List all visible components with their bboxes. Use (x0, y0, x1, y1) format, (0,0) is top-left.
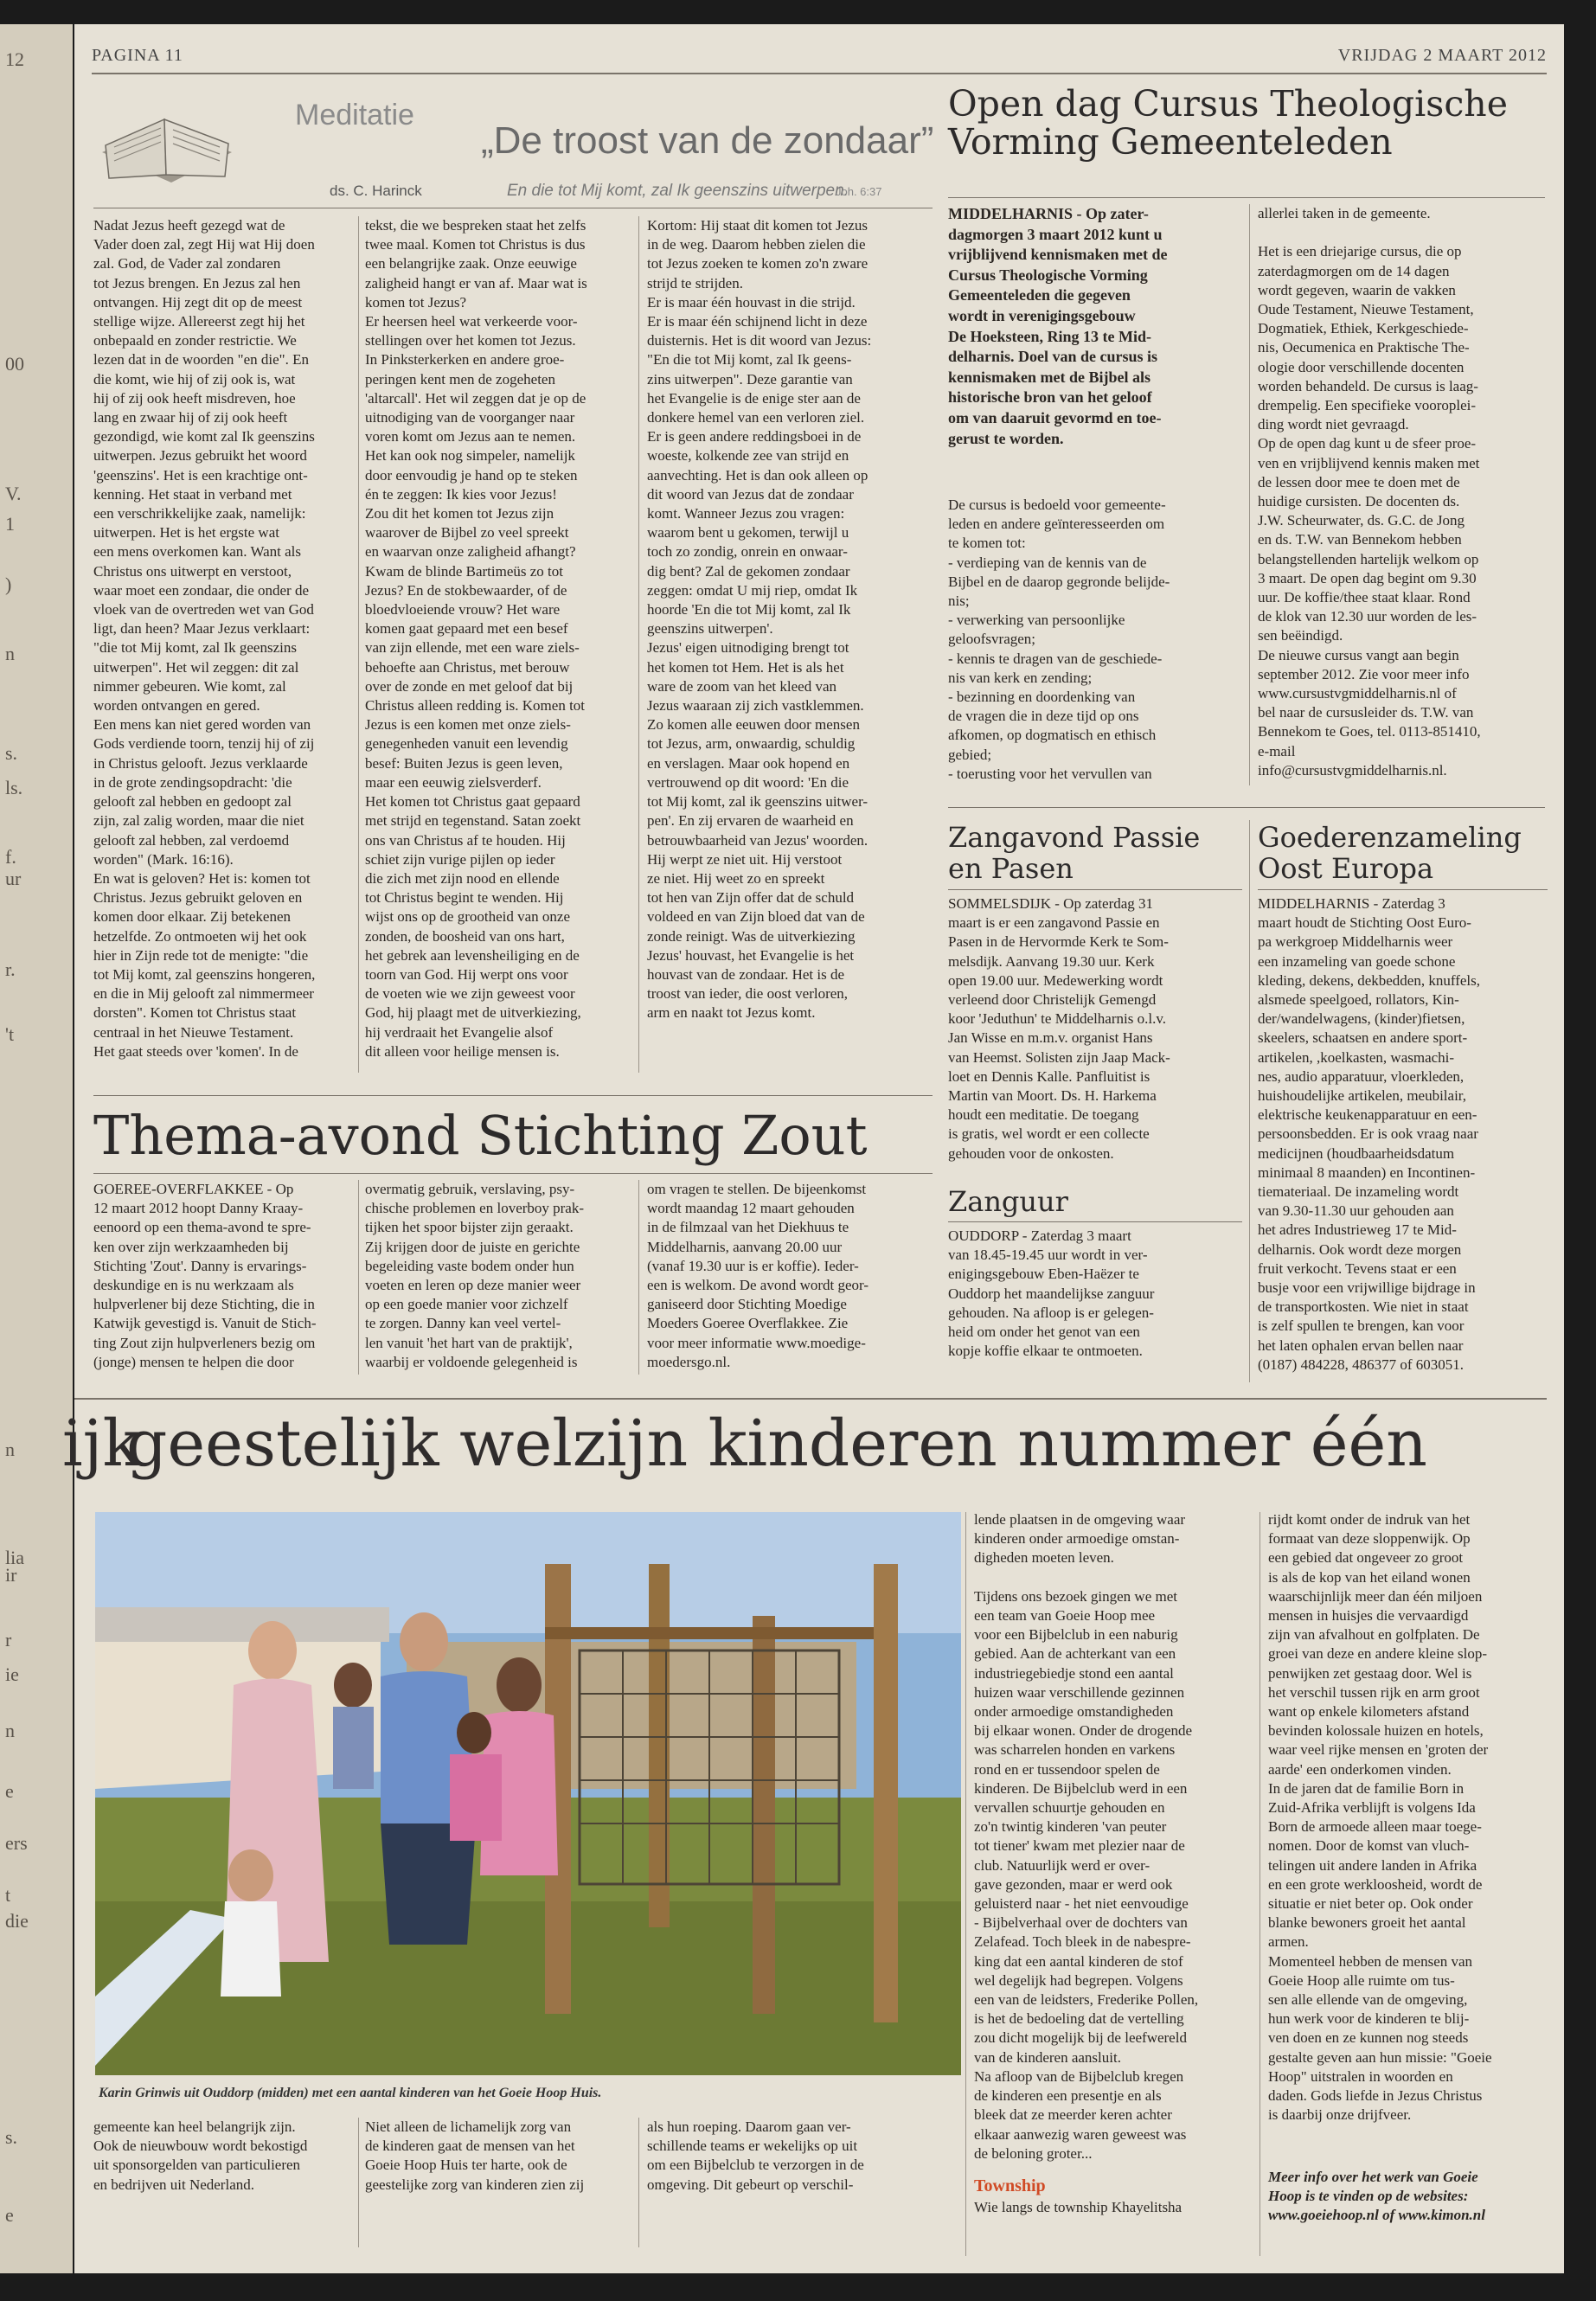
section-rule (948, 807, 1545, 808)
left-fragment: t (5, 1884, 11, 1906)
main-rule (74, 1398, 1547, 1400)
left-fragment: r (5, 1629, 12, 1650)
page-date: VRIJDAG 2 MAART 2012 (1337, 46, 1547, 65)
left-fragment: 1 (5, 513, 15, 535)
open-dag-rule (948, 197, 1545, 198)
thema-column-2: overmatig gebruik, verslaving, psy- chische problemen en loverboy prak- tijken het spoor bijster zijn geraakt. Zij krijgen door de juiste en gerichte begeleiding vaste bodem onder hun voeten en leren op deze manier weer op een goede manier voor zichzelf te zorgen. Danny kan veel vertel- len vanuit 'het hart van de praktijk', waarbij er voldoende gelegenheid is (365, 1181, 585, 1370)
column-divider (358, 216, 359, 1073)
column-divider (638, 216, 639, 1073)
left-fragment: ers (5, 1832, 28, 1854)
column-divider (358, 1180, 359, 1375)
main-column-4: lende plaatsen in de omgeving waar kinderen onder armoedige omstan- digheden moeten leven. Tijdens ons bezoek gingen we met een team van Goeie Hoop mee voor een Bijbelclub in een naburig gebied. Aan de achterkant van een industriegebiedje stond een aantal huizen waar verschillende gezinnen onder armoedige omstandigheden bij elkaar wonen. Onder de drogende was scharrelen honden en varkens rond en er tussendoor spelen de kinderen. De Bijbelclub werd in een vervallen schuurtje gehouden en zo'n twintig kinderen 'van peuter tot tiener' kwam met plezier naar de club. Natuurlijk werd er over- gave gezonden, maar er werd ook geluisterd naar - het niet eenvoudige - Bijbelverhaal over de dochters van Zelafead. Toch bleek in de nabespre- king dat een aantal kinderen de stof wel degelijk had begrepen. Volgens een van de leidsters, Frederike Pollen, is het de bedoeling dat de vertelling zou dicht mogelijk bij de leefwereld van de kinderen aansluit. Na afloop van de Bijbelclub kregen de kinderen een presentje en als bleek dat ze meerder keren achter elkaar aanwezig waren geweest was de beloning groter... (974, 1511, 1199, 2162)
thema-column-1: GOEREE-OVERFLAKKEE - Op 12 maart 2012 hoopt Danny Kraay- eenoord op een thema-avond te spre- ken over zijn werkzaamheden bij Stichting 'Zout'. Danny is ervarings- deskundige en is nu werkzaam als hulpverlener bij deze Stichting, die in Katwijk gevestigd is. Vanuit de Stich- ting Zout zijn hulpverleners bezig om (jonge) mensen te helpen die door (93, 1181, 317, 1370)
left-fragment: n (5, 643, 15, 664)
section-rule (93, 1095, 933, 1096)
column-divider (358, 2118, 359, 2247)
township-subhead: Township (974, 2176, 1046, 2195)
left-fragment: V. (5, 483, 22, 504)
left-fragment: die (5, 1910, 29, 1932)
meditation-column-2: tekst, die we bespreken staat het zelfs twee maal. Komen tot Christus is dus een belangrijke zaak. Onze eeuwige zaligheid hangt er van af. Maar wat is komen tot Jezus? Er heersen heel wat verkeerde voor- stellingen over het komen tot Jezus. In Pinksterkerken en andere groe- peringen kent men de zogeheten 'altarcall'. Het wil zeggen dat je op de uitnodiging van de voorganger naar voren komt om Jezus aan te nemen. Het kan ook nog simpeler, namelijk door eenvoudig je hand op te steken én te zeggen: Ik kies voor Jezus! Zou dit het komen tot Jezus zijn waarover de Bijbel zo veel spreekt en waarvan onze zaligheid afhangt? Kwam de blinde Bartimeüs zo tot Jezus? En de stokbewaarder, of de bloedvloeiende vrouw? Het ware komen gaat gepaard met een besef van zijn ellende, met een ware ziels- behoefte aan Christus, met berouw over de zonde en met geloof dat bij Christus alleen redding is. Komen tot Jezus is een komen met onze ziels- genegenheden vanuit een levendig besef: Buiten Jezus is geen leven, maar een eeuwig zielsverderf. Het komen tot Christus gaat gepaard met strijd en tegenstand. Satan zoekt ons van Christus af te houden. Hij schiet zijn vurige pijlen op ieder die zich met zijn nood en ellende tot Christus begint te wenden. Hij wijst ons op de grootheid van onze zonden, de boosheid van ons hart, het gebrek aan levensheiliging en de toorn van God. Hij werpt ons voor de voeten wie we zijn geweest voor God, hij plaagt met de uitverkiezing, hij verdraait het Evangelie alsof dit alleen voor heilige mensen is. (365, 217, 587, 1060)
left-fragment: 12 (5, 48, 24, 70)
zanguur-headline: Zanguur (948, 1185, 1068, 1218)
page-label: PAGINA 11 (92, 46, 183, 65)
left-fragment: r. (5, 958, 16, 980)
zanguur-rule (948, 1221, 1242, 1222)
main-headline: geestelijk welzijn kinderen nummer één (126, 1407, 1427, 1481)
left-fragment: ls. (5, 777, 23, 798)
open-dag-column-1: De cursus is bedoeld voor gemeente- leden en andere geïnteresseerden om te komen tot: - verdieping van de kennis van de Bijbel en de daarop gegronde belijde- nis; - verwerking van persoonlijke geloofsvragen; - kennis te dragen van de geschiede- nis van kerk en zending; - bezinning en doordenking van de vragen die in deze tijd op ons afkomen, op dogmatisch en ethisch gebied; - toerusting voor het vervullen van (948, 497, 1170, 782)
main-headline-fragment: ijk (62, 1407, 142, 1481)
newspaper-page (62, 24, 1564, 2273)
column-divider (638, 1180, 639, 1375)
meditation-column-1: Nadat Jezus heeft gezegd wat de Vader doen zal, zegt Hij wat Hij doen zal. God, de Vader zal zondaren tot Jezus brengen. En Jezus zal hen ontvangen. Hij zegt dit op de meest stellige wijze. Allereerst zegt hij het onbepaald en zonder restrictie. We lezen dat in de woorden "en die". En die komt, wie hij of zij ook is, wat hij of zij ook heeft misdreven, hoe lang en zwaar hij of zij ook heeft gezondigd, wie komt zal Ik geenszins uitwerpen. Jezus gebruikt het woord 'geenszins'. Het is een krachtige ont- kenning. Het staat in verband met een verschrikkelijke zaak, namelijk: uitwerpen. Het is het ergste wat een mens overkomen kan. Want als Christus ons uitwerpt en verstoot, waar moet een zondaar, die onder de vloek van de overtreden wet van God ligt, dan heen? Maar Jezus verklaart: "die tot Mij komt, zal Ik geenszins uitwerpen". Het wil zeggen: dit zal nimmer gebeuren. Wie komt, zal worden ontvangen en gered. Een mens kan niet gered worden van Gods verdiende toorn, tenzij hij of zij in Christus gelooft. Jezus verklaarde in de grote zendingsopdracht: 'die gelooft zal hebben en gedoopt zal zijn, zal zalig worden, maar die niet gelooft zal hebben, zal verdoemd worden" (Mark. 16:16). En wat is geloven? Het is: komen tot Christus. Jezus gebruikt geloven en komen door elkaar. Zij betekenen hetzelfde. Zo ontmoeten wij het ook hier in Zijn rede tot de menigte: "die tot Mij komt, zal geenszins hongeren, en die in Mij gelooft zal nimmermeer dorsten". Komen tot Christus staat centraal in het Nieuwe Testament. Het gaat steeds over 'komen'. In de (93, 217, 316, 1060)
left-fragment: lia (5, 1547, 24, 1568)
goederen-rule (1258, 889, 1548, 890)
left-fragment: n (5, 1720, 15, 1741)
column-divider (638, 2118, 639, 2247)
zanguur-body: OUDDORP - Zaterdag 3 maart van 18.45-19.45 uur wordt in ver- enigingsgebouw Eben-Haëzer te Ouddorp het maandelijkse zanguur gehouden. Na afloop is er gelegen- heid om onder het genot van een kopje koffie elkaar te ontmoeten. (948, 1227, 1155, 1360)
header-rule (92, 73, 1547, 74)
thema-rule (93, 1173, 933, 1174)
previous-page-strip (0, 24, 73, 2273)
left-fragment: s. (5, 742, 18, 764)
zangavond-headline: Zangavond Passie en Pasen (948, 821, 1201, 885)
zangavond-body: SOMMELSDIJK - Op zaterdag 31 maart is er een zangavond Passie en Pasen in de Hervormde Kerk te Som- melsdijk. Aanvang 19.30 uur. Kerk open 19.00 uur. Medewerking wordt verleend door Christelijk Gemengd koor 'Jeduthun' te Middelharnis o.l.v. Jan Wisse en m.m.v. organist Hans van Heemst. Solisten zijn Jaap Mack- loet en Dennis Kalle. Panfluitist is Martin van Moort. Ds. H. Harkema houdt een meditatie. De toegang is gratis, wel wordt er een collecte gehouden voor de onkosten. (948, 895, 1170, 1162)
open-dag-lead: MIDDELHARNIS - Op zater- dagmorgen 3 maart 2012 kunt u vrijblijvend kennismaken met de Cursus Theologische Vorming Gemeenteleden die gegeven wordt in verenigingsgebouw De Hoeksteen, Ring 13 te Mid- delharnis. Doel van de cursus is kennismaken met de Bijbel als historische bron van het geloof om van daaruit gevormd en toe- gerust te worden. (948, 205, 1168, 447)
column-divider (1259, 1512, 1260, 2256)
meditation-title: „De troost van de zondaar” (481, 119, 934, 162)
left-fragment: ) (5, 574, 12, 595)
left-fragment: ur (5, 868, 22, 889)
left-fragment: ie (5, 1663, 19, 1685)
main-column-5: rijdt komt onder de indruk van het formaat van deze sloppenwijk. Op een gebied dat ongeveer zo groot is als de kop van het eiland wonen waarschijnlijk meer dan één miljoen mensen in huisjes die vervaardigd zijn van afvalhout en golfplaten. De groei van deze en andere kleine slop- penwijken zet gestaag door. Wel is het verschil tussen rijk en arm groot want op enkele kilometers afstand bevinden kolossale huizen en hotels, waar veel rijke mensen en 'groten der aarde' een onderkomen vinden. In de jaren dat de familie Born in Zuid-Afrika verblijft is volgens Ida Born de armoede alleen maar toege- nomen. Door de komst van vluch- telingen uit andere landen in Afrika en een grote werkloosheid, wordt de situatie er niet beter op. Ook onder blanke bewoners groeit het aantal armen. Momenteel hebben de mensen van Goeie Hoop alle ruimte om tus- sen alle ellende van de omgeving, hun werk voor de kinderen te blij- ven doen en ze kunnen nog steeds gestalte geven aan hun missie: "Goeie Hoop" uitstralen in woorden en daden. Gods liefde in Jezus Christus is daarbij onze drijfveer. (1268, 1511, 1492, 2124)
meditation-column-3: Kortom: Hij staat dit komen tot Jezus in de weg. Daarom hebben zielen die tot Jezus zoeken te komen zo'n zware strijd te strijden. Er is maar één houvast in die strijd. Er is maar één schijnend licht in deze duisternis. Het is dit woord van Jezus: "En die tot Mij komt, zal Ik geens- zins uitwerpen". Deze garantie van het Evangelie is de enige ster aan de donkere hemel van een verloren ziel. Er is geen andere reddingsboei in de woeste, kolkende zee van strijd en aanvechting. Het is dan ook alleen op dit woord van Jezus dat de zondaar komt. Wanneer Jezus zou vragen: waarom bent u gekomen, terwijl u toch zo zondig, onrein en onwaar- dig bent? Zal de gekomen zondaar zeggen: omdat U mij riep, omdat Ik hoorde 'En die tot Mij komt, zal Ik geenszins uitwerpen'. Jezus' eigen uitnodiging brengt tot het komen tot Hem. Het is als het ware de zoom van het kleed van Jezus waaraan zij zich vastklemmen. Zo komen alle eeuwen door mensen tot Jezus, arm, onwaardig, schuldig en verslagen. Maar ook hopend en vertrouwend op dit woord: 'En die tot Mij komt, zal ik geenszins uitwer- pen'. En zij ervaren de waarheid en betrouwbaarheid van Jezus' woorden. Hij werpt ze niet uit. Hij verstoot ze niet. Hij weet zo en spreekt tot hen van Zijn offer dat de schuld voldeed en van Zijn bloed dat van de zonde reinigt. Was de uitverkiezing Jezus' houvast, het Evangelie is het houvast van de zondaar. Het is de troost van ieder, die oost verloren, arm en naakt tot Jezus komt. (647, 217, 872, 1022)
township-line: Wie langs de township Khayelitsha (974, 2199, 1183, 2215)
left-fragment: ir (5, 1564, 17, 1586)
open-dag-headline: Open dag Cursus Theologische Vorming Gemeenteleden (948, 83, 1508, 163)
zangavond-rule (948, 889, 1242, 890)
left-fragment: e (5, 1780, 14, 1802)
left-fragment: 00 (5, 353, 24, 375)
left-fragment: n (5, 1439, 15, 1460)
thema-column-3: om vragen te stellen. De bijeenkomst wordt maandag 12 maart gehouden in de filmzaal van het Diekhuus te Middelharnis, aanvang 20.00 uur (vanaf 19.30 uur is er koffie). Ieder- een is welkom. De avond wordt geor- ganiseerd door Stichting Moedige Moeders Goeree Overflakkee. Zie voor meer informatie www.moedige- moedersgo.nl. (647, 1181, 869, 1370)
photo-caption: Karin Grinwis uit Ouddorp (midden) met een aantal kinderen van het Goeie Hoop Huis. (99, 2086, 602, 2100)
column-divider (1249, 204, 1250, 785)
left-fragment: 't (5, 1023, 15, 1045)
article-photo (95, 1512, 961, 2075)
column-divider (965, 1512, 966, 2256)
left-fragment: f. (5, 846, 16, 868)
main-below-2: Niet alleen de lichamelijk zorg van de kinderen gaat de mensen van het Goeie Hoop Huis ter harte, ook de geestelijke zorg van kinderen zien zij (365, 2118, 585, 2193)
left-fragment: e (5, 2204, 14, 2226)
meditation-reference: Joh. 6:37 (836, 185, 882, 198)
meditation-label: Meditatie (295, 99, 414, 131)
more-info: Meer info over het werk van Goeie Hoop is te vinden op de websites: www.goeiehoop.nl of www.kimon.nl (1268, 2169, 1485, 2224)
goederen-headline: Goederenzameling Oost Europa (1258, 821, 1522, 885)
meditation-subtitle: En die tot Mij komt, zal Ik geenszins uitwerpen. (507, 182, 849, 200)
thema-headline: Thema-avond Stichting Zout (93, 1104, 868, 1167)
column-divider (1249, 820, 1250, 1382)
goederen-body: MIDDELHARNIS - Zaterdag 3 maart houdt de Stichting Oost Euro- pa werkgroep Middelharnis weer een inzameling van goede schone kleding, dekens, dekbedden, knuffels, alsmede speelgoed, rollators, Kin- der/wandelwagens, (kinder)fietsen, skeelers, schaatsen en andere sport- artikelen, ,koelkasten, wasmachi- nes, audio apparatuur, vloerkleden, huishoudelijke artikelen, meubilair, elektrische keukenapparatuur en een- persoonsbedden. Er is ook vraag naar medicijnen (houdbaarheidsdatum minimaal 8 maanden) en Incontinen- tiemateriaal. De inzameling wordt van 9.30-11.30 uur gehouden aan het adres Industrieweg 17 te Mid- delharnis. Ook wordt deze morgen fruit verkocht. Tevens staat er een busje voor een vrijwillige bijdrage in de transportkosten. Wie niet in staat is zelf spullen te brengen, kan voor het laten ophalen ervan bellen naar (0187) 484228, 486377 of 603051. (1258, 895, 1480, 1373)
main-below-3: als hun roeping. Daarom gaan ver- schillende teams er wekelijks op uit om een Bijbelclub te verzorgen in de omgeving. Dit gebeurt op verschil- (647, 2118, 864, 2193)
left-fragment: s. (5, 2126, 18, 2148)
open-dag-column-2: allerlei taken in de gemeente. Het is een driejarige cursus, die op zaterdagmorgen om de 14 dagen wordt gegeven, waarin de vakken Oude Testament, Nieuwe Testament, Dogmatiek, Ethiek, Kerkgeschiede- nis, Oecumenica en Praktische The- ologie door verschillende docenten worden behandeld. De cursus is laag- drempelig. Een specifieke vooroplei- ding wordt niet gevraagd. Op de open dag kunt u de sfeer proe- ven en vrijblijvend kennis maken met de lessen door mee te doen met de huidige cursisten. De docenten ds. J.W. Scheurwater, ds. G.C. de Jong en ds. T.W. van Bennekom hebben belangstellenden hartelijk welkom op 3 maart. De open dag begint om 9.30 uur. De koffie/thee staat klaar. Rond de klok van 12.30 uur worden de les- sen beëindigd. De nieuwe cursus vangt aan begin september 2012. Zie voor meer info www.cursustvgmiddelharnis.nl of bel naar de cursusleider ds. T.W. van Bennekom te Goes, tel. 0113-851410, e-mail info@cursustvgmiddelharnis.nl. (1258, 205, 1481, 779)
meditation-author: ds. C. Harinck (330, 183, 422, 199)
main-below-1: gemeente kan heel belangrijk zijn. Ook de nieuwbouw wordt bekostigd uit sponsorgelden van particulieren en bedrijven uit Nederland. (93, 2118, 308, 2193)
open-bible-icon (93, 92, 240, 195)
